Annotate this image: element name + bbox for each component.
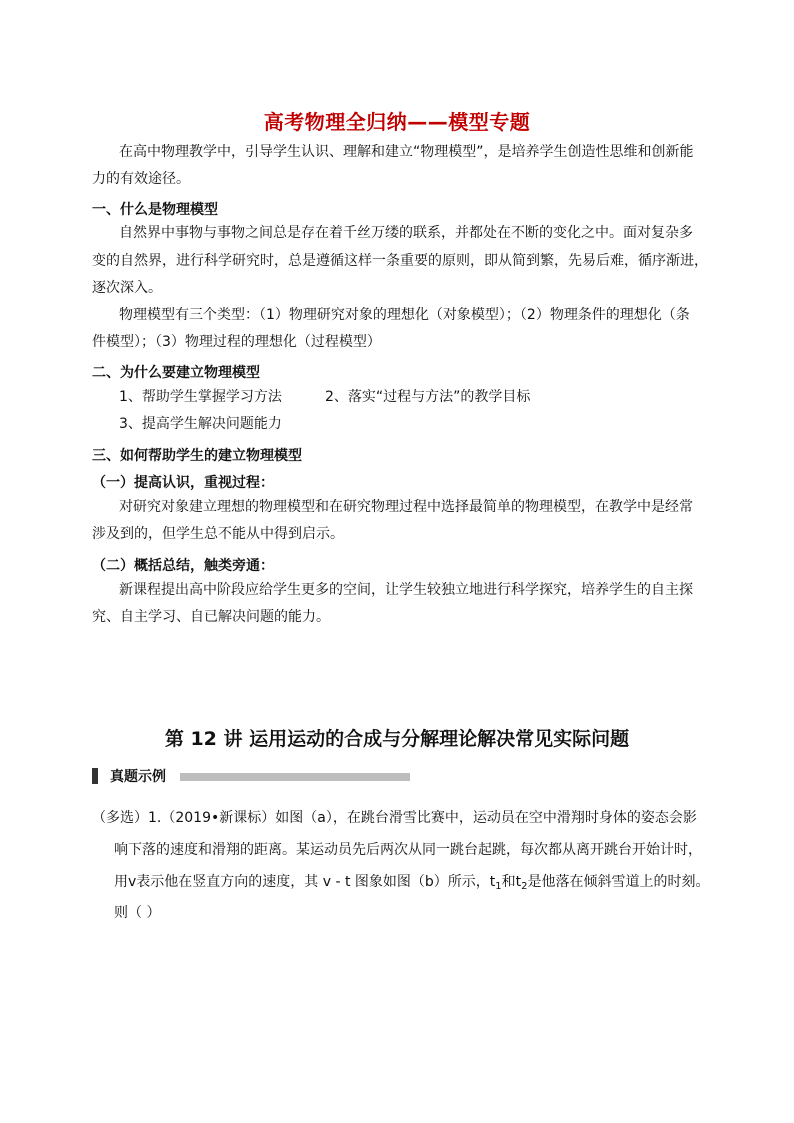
subscript-2: 2 [521, 881, 528, 892]
section-3-sub-2-line-1: 新课程提出高中阶段应给学生更多的空间，让学生较独立地进行科学探究，培养学生的自主探 [119, 582, 693, 598]
section-3-sub-2-heading: （二）概括总结，触类旁通： [92, 558, 274, 574]
section-2-item-3: 3、提高学生解决问题能力 [119, 416, 282, 432]
section-3-sub-1-line-1: 对研究对象建立理想的物理模型和在研究物理过程中选择最简单的物理模型，在教学中是经常 [119, 499, 693, 515]
section-3-sub-1-heading: （一）提高认识，重视过程： [92, 475, 274, 491]
section-1-para-2-line-1: 物理模型有三个类型：（1）物理研究对象的理想化（对象模型）；（2）物理条件的理想化（条 [119, 307, 690, 323]
question-line-2: 响下落的速度和滑翔的距离。某运动员先后两次从同一跳台起跳，每次都从离开跳台开始计时， [114, 842, 702, 858]
section-1-para-1-line-1: 自然界中事物与事物之间总是存在着千丝万缕的联系，并都处在不断的变化之中。面对复杂多 [119, 225, 693, 241]
intro-line-2: 力的有效途径。 [92, 171, 190, 187]
section-2-item-2: 2、落实“过程与方法”的教学目标 [325, 389, 531, 405]
section-underline [180, 773, 410, 781]
question-line-4: 则（ ） [114, 905, 161, 921]
section-2-heading: 二、为什么要建立物理模型 [92, 365, 260, 381]
section-3-heading: 三、如何帮助学生的建立物理模型 [92, 448, 302, 464]
section-3-sub-2-line-2: 究、自主学习、自已解决问题的能力。 [92, 609, 330, 625]
section-1-para-2-line-2: 件模型）；（3）物理过程的理想化（过程模型） [92, 334, 381, 350]
lecture-title: 第 12 讲 运用运动的合成与分解理论解决常见实际问题 [164, 728, 630, 750]
section-1-heading: 一、什么是物理模型 [92, 202, 218, 218]
section-3-sub-1-line-2: 涉及到的，但学生总不能从中得到启示。 [92, 526, 344, 542]
section-1-para-1-line-3: 逐次深入。 [92, 280, 162, 296]
question-line-3-part-3: 是他落在倾斜雪道上的时刻。 [527, 874, 710, 890]
question-line-3 [114, 869, 710, 896]
section-label: 真题示例 [110, 769, 166, 785]
document-title: 高考物理全归纳——模型专题 [263, 110, 531, 134]
question-line-3-part-1: 用v表示他在竖直方向的速度，其 v - t 图象如图（b）所示，t [114, 874, 496, 890]
subscript-1: 1 [495, 881, 502, 892]
intro-line-1: 在高中物理教学中，引导学生认识、理解和建立“物理模型”，是培养学生创造性思维和创新能 [119, 144, 694, 160]
question-line-1: （多选）1.（2019•新课标）如图（a），在跳台滑雪比赛中，运动员在空中滑翔时身体的姿态会影 [92, 810, 697, 826]
question-line-3-part-2: 和t [501, 874, 522, 890]
section-2-item-1: 1、帮助学生掌握学习方法 [119, 389, 282, 405]
section-1-para-1-line-2: 变的自然界，进行科学研究时，总是遵循这样一条重要的原则，即从简到繁，先易后难，循序渐进， [92, 253, 708, 269]
section-marker-bar [92, 768, 98, 784]
